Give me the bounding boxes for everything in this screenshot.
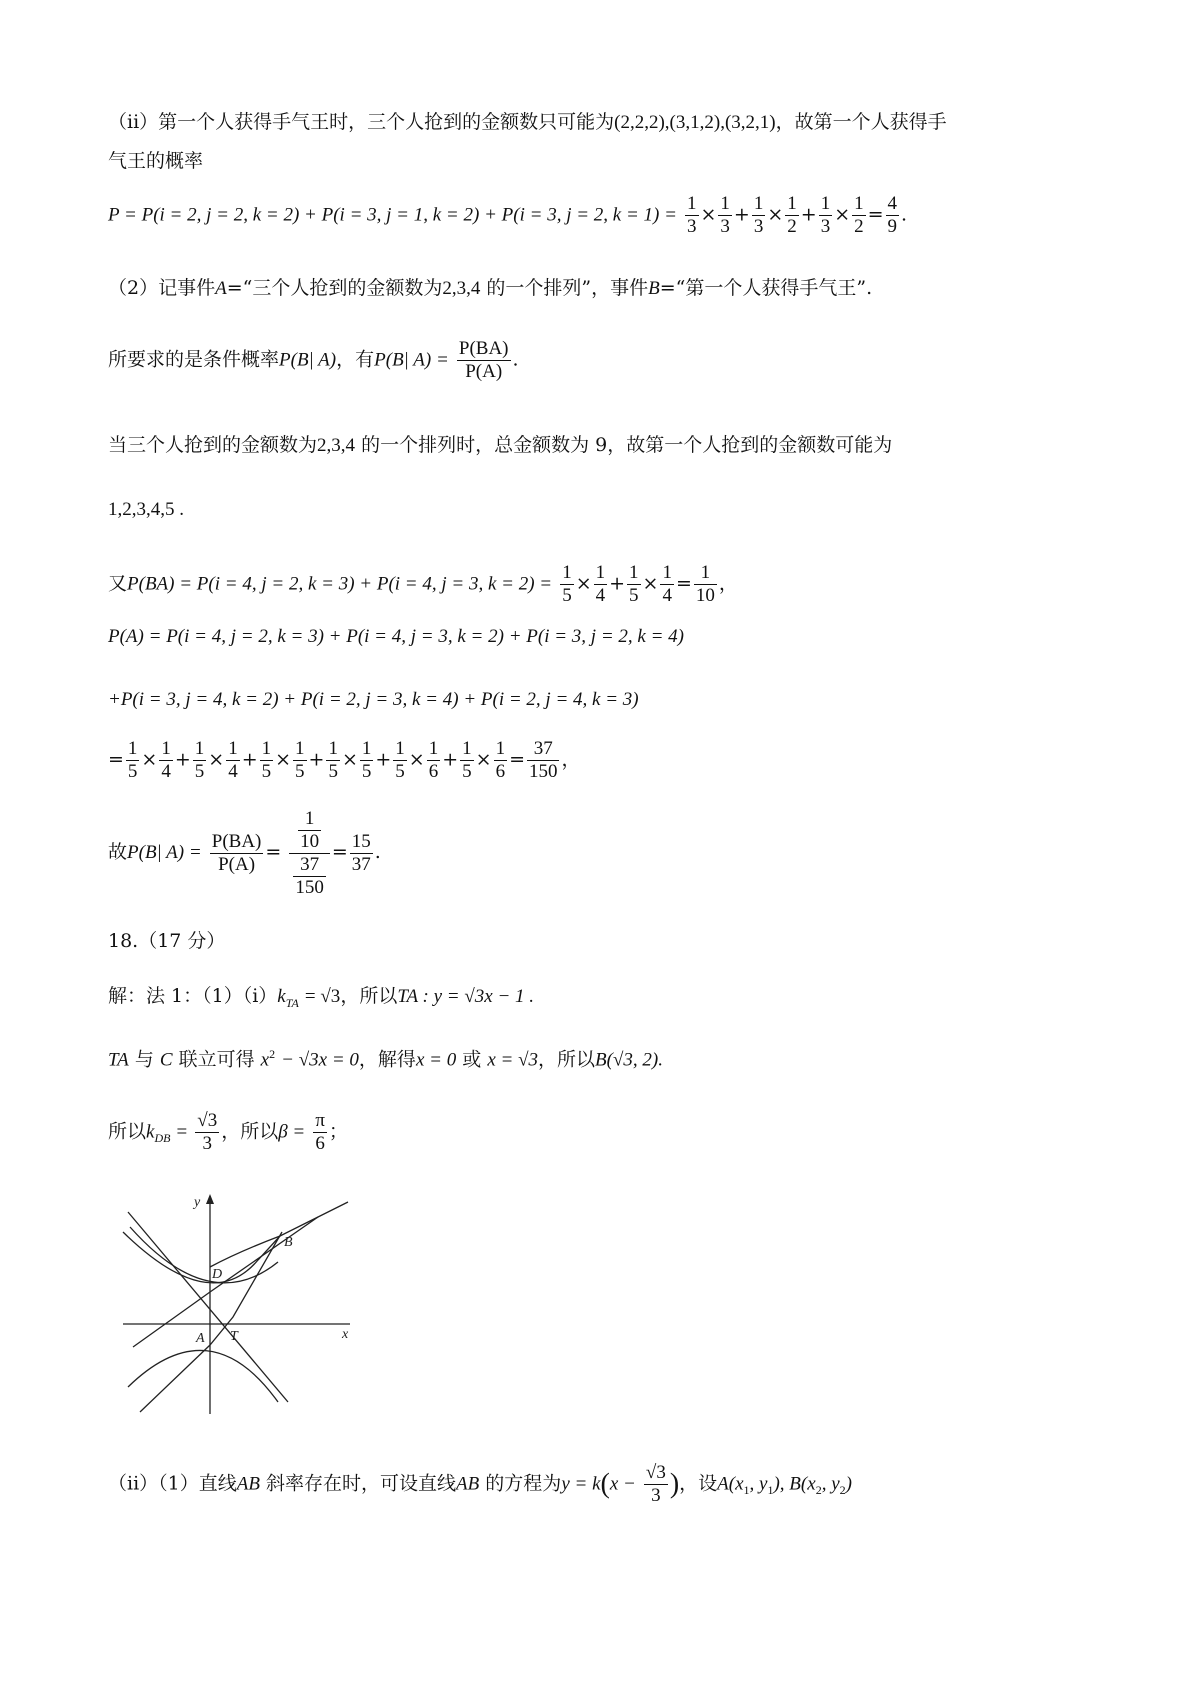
den: 3 <box>202 1132 212 1154</box>
den: 3 <box>687 215 697 237</box>
text: 的一个排列时，总金额数为 9，故第一个人抢到的金额数可能为 <box>361 434 893 456</box>
math: C <box>159 1049 173 1071</box>
text: ，故第一个人获得手 <box>775 111 947 133</box>
text-line-8: 又P(BA) = P(i = 4, j = 2, k = 3) + P(i = 4, j = 3, k = 2) = $\frac{1}{5}$ × $\frac{1}{4}$ + $\frac{1}{5}$ × $\frac{1}{4}$ = $\frac{1}{10}$ ， <box>108 562 738 606</box>
num: 1 <box>662 562 672 583</box>
fraction <box>718 193 732 238</box>
num: 1 <box>194 738 205 759</box>
math: TA <box>108 1049 129 1071</box>
fraction <box>685 193 699 238</box>
text-line-9: P(A) = P(i = 4, j = 2, k = 3) + P(i = 4, j = 3, k = 2) + P(i = 3, j = 2, k = 4) <box>108 626 684 647</box>
num: 1 <box>787 193 797 214</box>
num: 1 <box>261 738 272 759</box>
math: B <box>648 278 660 299</box>
text-line-2: 气王的概率 <box>108 150 204 172</box>
math: B(√3, 2). <box>595 1049 663 1071</box>
num: 1 <box>854 193 864 214</box>
compound-num <box>289 808 330 854</box>
fraction <box>752 193 766 238</box>
text-line-15 <box>108 1048 663 1069</box>
math: − √3x = 0 <box>281 1049 359 1071</box>
text-line-14 <box>108 987 534 1009</box>
lower-hyperbola-branch <box>128 1350 278 1402</box>
compound-fraction <box>289 808 330 898</box>
num: 1 <box>595 562 606 583</box>
den: 4 <box>662 584 672 606</box>
num: π <box>315 1110 325 1131</box>
fraction <box>694 562 717 607</box>
den: 37 <box>351 853 371 875</box>
math: x <box>260 1049 270 1071</box>
fraction <box>226 738 240 783</box>
text-line-3: P = P(i = 2, j = 2, k = 2) + P(i = 3, j = 1, k = 2) + P(i = 3, j = 2, k = 1) = $\frac{1}{3}$ × $\frac{1}{3}$ + $\frac{1}{3}$ × $\frac{1}{2}$ + $\frac{1}{3}$ × $\frac{1}{2}$ = $\frac{4}{9}$ . <box>108 193 908 237</box>
text: ，所以 <box>221 1120 279 1143</box>
math: 2 <box>815 1483 822 1498</box>
math: 2,3,4 <box>317 435 356 456</box>
den: 3 <box>753 215 764 237</box>
math: 1 <box>743 1483 750 1498</box>
fraction <box>819 193 833 238</box>
fraction <box>126 738 140 783</box>
num: 1 <box>295 738 305 759</box>
den: 6 <box>315 1132 325 1154</box>
math: P(BA) = P(i = 4, j = 2, k = 3) + P(i = 4, j = 3, k = 2) = <box>127 573 553 595</box>
den: P(A) <box>218 853 256 875</box>
math: k <box>146 1121 155 1143</box>
upper-curve <box>130 1227 278 1283</box>
section-heading: 18.（17 分） <box>108 930 226 952</box>
den: 5 <box>261 760 272 782</box>
num: 15 <box>351 830 371 852</box>
math: x = √3 <box>487 1049 538 1071</box>
label-T: T <box>230 1329 238 1344</box>
text: ，所以 <box>340 985 398 1007</box>
den: 5 <box>629 584 639 606</box>
num: 1 <box>495 738 506 759</box>
den: 3 <box>820 215 831 237</box>
den: 6 <box>495 760 506 782</box>
text: 故 <box>108 841 128 864</box>
math: 1 <box>767 1483 774 1498</box>
num: 1 <box>328 738 338 759</box>
math: x = 0 <box>415 1049 457 1071</box>
fraction <box>393 738 407 783</box>
fraction <box>298 808 321 853</box>
num: 1 <box>298 808 321 831</box>
den: 3 <box>651 1484 661 1506</box>
math: k <box>277 986 286 1007</box>
math: ), B(x <box>773 1473 816 1495</box>
den: 5 <box>194 760 205 782</box>
den: 4 <box>595 584 606 606</box>
fraction <box>293 738 307 783</box>
num: √3 <box>645 1462 666 1483</box>
num: 1 <box>687 193 697 214</box>
fraction <box>527 738 560 783</box>
num: 1 <box>462 738 472 759</box>
fraction <box>260 738 274 783</box>
fraction <box>159 738 173 783</box>
fraction <box>293 854 326 899</box>
den: 5 <box>361 760 372 782</box>
den: 5 <box>127 760 138 782</box>
num: 1 <box>753 193 764 214</box>
text-line-1 <box>108 113 947 132</box>
den: 5 <box>295 760 305 782</box>
fraction <box>210 831 264 876</box>
line-through-T <box>128 1212 288 1402</box>
math: 2 <box>839 1483 846 1498</box>
math: y = k <box>561 1473 601 1495</box>
num: 37 <box>527 738 560 761</box>
num: 37 <box>293 854 326 877</box>
text: 所以 <box>108 1120 147 1143</box>
den: 5 <box>395 760 405 782</box>
num: 1 <box>820 193 831 214</box>
text: =“第一个人获得手气王”. <box>659 277 873 299</box>
math: P(B| A) = <box>374 349 449 371</box>
x-label: x <box>342 1327 349 1342</box>
den: 6 <box>428 760 439 782</box>
math: , y <box>749 1473 768 1495</box>
label-D: D <box>212 1267 223 1282</box>
math: = √3 <box>304 986 341 1007</box>
text: 当三个人抢到的金额数为 <box>108 434 318 456</box>
num: 1 <box>228 738 238 759</box>
fraction <box>560 562 574 607</box>
math: DB <box>154 1131 171 1146</box>
text-line-16 <box>108 1110 348 1155</box>
math: 2,3,4 <box>442 278 481 299</box>
text: 与 <box>134 1048 154 1071</box>
text: 斜率存在时，可设直线 <box>266 1472 457 1495</box>
fraction <box>660 562 674 607</box>
den: 150 <box>528 760 558 782</box>
num: 1 <box>395 738 405 759</box>
fraction <box>785 193 799 238</box>
fraction <box>193 738 207 783</box>
math: TA : y = √3x − 1 . <box>397 986 535 1007</box>
den: 10 <box>300 830 320 852</box>
text: =“三个人抢到的金额数为 <box>226 277 443 299</box>
label-A: A <box>196 1331 205 1346</box>
num: √3 <box>197 1110 218 1131</box>
fraction <box>494 738 508 783</box>
text-line-7: 1,2,3,4,5 . <box>108 499 184 520</box>
text: ，所以 <box>538 1048 596 1071</box>
math: β = <box>278 1121 306 1143</box>
math: = <box>176 1121 188 1143</box>
den: 10 <box>695 584 715 606</box>
text-line-12: 故P(B| A) = $\frac{P(BA)}{P(A)}$ = $\frac{\frac{1}{10}}{\frac{37}{150}}$ = $\frac{15}{37}$ . <box>108 808 381 898</box>
text: 又 <box>108 572 128 595</box>
den: 5 <box>562 584 572 606</box>
text: ，有 <box>336 348 375 371</box>
num: 1 <box>361 738 372 759</box>
line-DB <box>210 1202 348 1267</box>
math: P(B| A) = <box>127 842 202 864</box>
text-line-10: +P(i = 3, j = 4, k = 2) + P(i = 2, j = 3, k = 4) + P(i = 2, j = 4, k = 3) <box>108 689 639 710</box>
math: 2 <box>269 1047 276 1061</box>
text: ； <box>328 1120 348 1143</box>
num: P(BA) <box>211 830 262 852</box>
fraction <box>627 562 641 607</box>
den: 2 <box>787 215 797 237</box>
math: , y <box>821 1473 840 1495</box>
left-paren: ( <box>600 1468 610 1500</box>
math: P = P(i = 2, j = 2, k = 2) + P(i = 3, j = 1, k = 2) + P(i = 3, j = 2, k = 1) = <box>108 204 677 226</box>
math: x − <box>609 1473 636 1495</box>
text-line-11: = $\frac{1}{5}$ × $\frac{1}{4}$ + $\frac{1}{5}$ × $\frac{1}{4}$ + $\frac{1}{5}$ × $\frac{1}{5}$ + $\frac{1}{5}$ × $\frac{1}{5}$ + $\frac{1}{5}$ × $\frac{1}{6}$ + $\frac{1}{5}$ × $\frac{1}{6}$ = $\frac{37}{150}$ ， <box>108 738 581 782</box>
fraction <box>886 193 900 238</box>
num: P(BA) <box>458 338 509 359</box>
math: A <box>215 278 227 299</box>
fraction <box>594 562 608 607</box>
text-line-6 <box>108 436 892 455</box>
compound-den <box>289 854 330 899</box>
text-line-17 <box>108 1462 852 1507</box>
text: 解：法 1：（1）（i） <box>108 985 278 1007</box>
text: ，设 <box>679 1472 718 1495</box>
num: 1 <box>562 562 572 583</box>
math: TA <box>285 995 299 1010</box>
text: （ii）第一个人获得手气王时，三个人抢到的金额数只可能为 <box>108 111 615 133</box>
fraction <box>326 738 340 783</box>
num: 1 <box>694 562 717 585</box>
fraction <box>195 1110 219 1155</box>
num: 4 <box>887 193 898 214</box>
den: 5 <box>328 760 338 782</box>
line-TA <box>140 1232 282 1412</box>
math: AB <box>456 1473 480 1495</box>
fraction <box>313 1110 327 1155</box>
fraction <box>427 738 441 783</box>
text: 的方程为 <box>485 1472 562 1495</box>
text: 的一个排列”，事件 <box>486 277 649 299</box>
den: 4 <box>228 760 238 782</box>
math: AB <box>236 1473 260 1495</box>
text: 或 <box>462 1048 482 1071</box>
right-paren: ) <box>669 1468 680 1500</box>
y-label: y <box>194 1195 201 1210</box>
math: A(x <box>717 1473 744 1495</box>
den: 150 <box>295 876 324 898</box>
text-line-4 <box>108 279 872 298</box>
math: (2,2,2),(3,1,2),(3,2,1) <box>614 112 776 133</box>
den: 4 <box>161 760 171 782</box>
num: 1 <box>127 738 138 759</box>
fraction <box>644 1462 668 1507</box>
text: 联立可得 <box>178 1048 255 1071</box>
num: 1 <box>629 562 639 583</box>
text: 所要求的是条件概率 <box>108 348 280 371</box>
fraction <box>852 193 866 238</box>
fraction <box>457 338 511 383</box>
num: 1 <box>428 738 439 759</box>
fraction <box>360 738 374 783</box>
num: 1 <box>720 193 730 214</box>
hyperbola-graph <box>118 1192 358 1422</box>
den: 2 <box>854 215 864 237</box>
text-line-5: 所要求的是条件概率P(B| A)，有P(B| A) = $\frac{P(BA)}{P(A)}$ . <box>108 338 519 382</box>
den: 3 <box>720 215 730 237</box>
num: 1 <box>161 738 171 759</box>
den: 5 <box>462 760 472 782</box>
den: 9 <box>887 215 898 237</box>
text: ，解得 <box>358 1048 416 1071</box>
math: ) <box>845 1473 852 1495</box>
text: （ii）（1）直线 <box>108 1472 237 1495</box>
math: P(B| A) <box>279 349 337 371</box>
text: （2）记事件 <box>108 277 216 299</box>
fraction <box>350 831 373 876</box>
y-axis-arrow <box>206 1194 214 1204</box>
den: P(A) <box>465 360 503 382</box>
fraction <box>460 738 474 783</box>
label-B: B <box>284 1235 293 1250</box>
